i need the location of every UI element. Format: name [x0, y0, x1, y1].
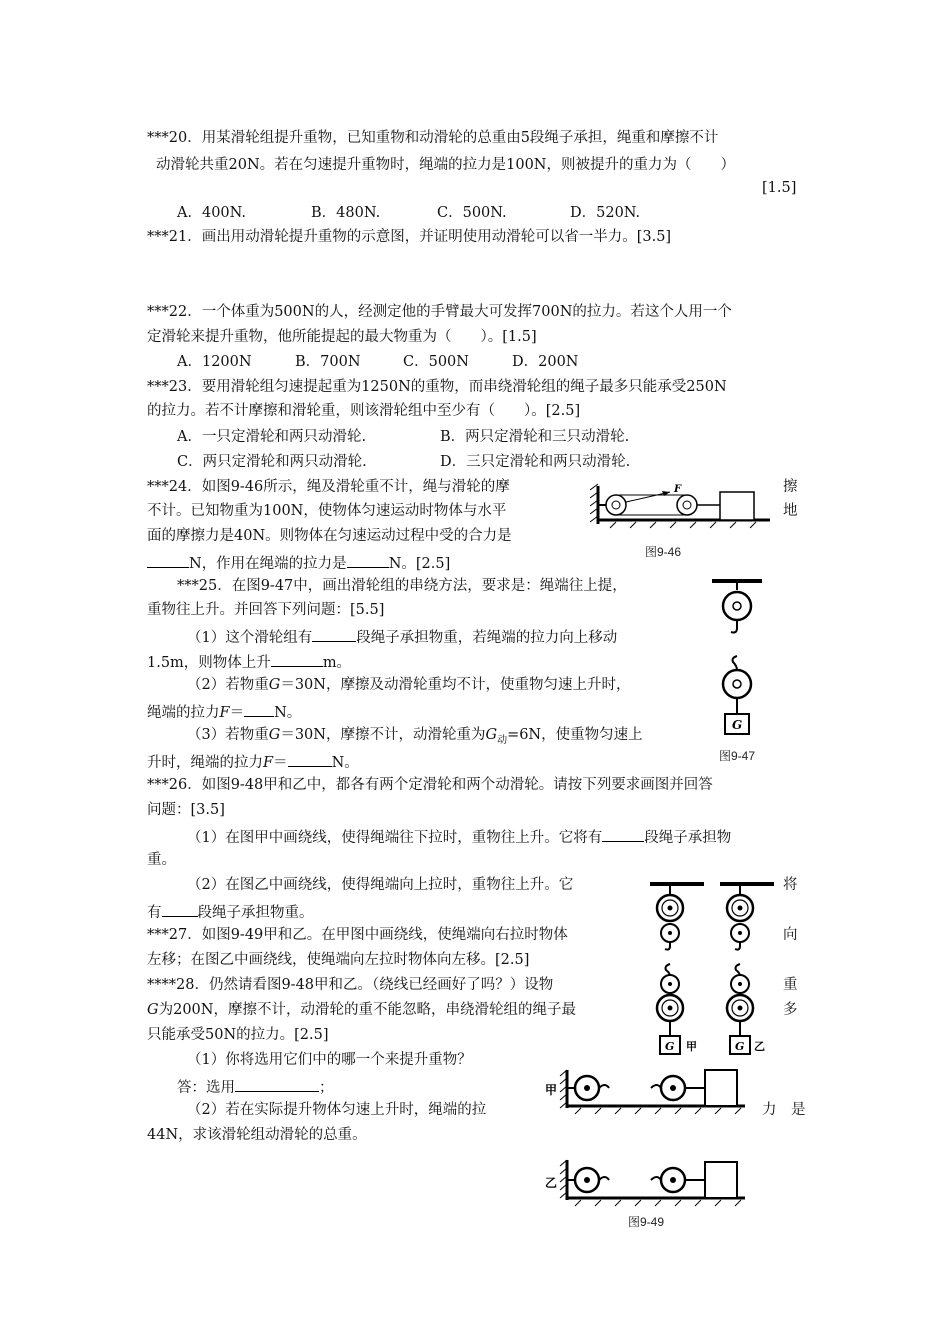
caption-9-46: 图9-46	[645, 545, 682, 559]
q25-p1a: （1）这个滑轮组有	[187, 630, 313, 646]
q28-p3: 44N，求该滑轮组动滑轮的总重。	[147, 1127, 367, 1143]
q26-blank-segments-yi[interactable]	[162, 900, 198, 917]
q26-fig-g-yi: G	[735, 1040, 745, 1053]
q25-p2-g: G	[268, 677, 281, 693]
q25-p2a: （2）若物重	[187, 677, 269, 693]
q26-p2b: 有	[147, 905, 162, 921]
q25-p3d: 升时，绳端的拉力	[147, 755, 263, 771]
q25-line1: ***25．在图9-47中，画出滑轮组的串绕方法，要求是：绳端往上提，	[177, 578, 627, 594]
q27-line1-end: 向	[783, 927, 798, 943]
q20-line1: ***20．用某滑轮组提升重物，已知重物和动滑轮的总重由5段绳子承担，绳重和摩擦不计	[147, 130, 719, 146]
q25-blank-force-2[interactable]	[288, 750, 332, 767]
q27-line1: ***27．如图9-49甲和乙。在甲图中画绕线，使绳端向右拉时物体	[147, 927, 568, 943]
figure-9-46	[590, 480, 775, 530]
q28-p2-end2: 是	[791, 1102, 806, 1118]
q28-line2-g: G	[147, 1002, 159, 1018]
q20-line2: 动滑轮共重20N。若在匀速提升重物时，绳端的拉力是100N，则被提升的重力为（ ）	[156, 157, 735, 173]
q24-line4	[147, 551, 450, 574]
q25-blank-segments[interactable]	[312, 625, 356, 642]
q23-option-c: C．两只定滑轮和两只动滑轮.	[177, 454, 367, 470]
q20-option-c: C．500N.	[437, 205, 507, 221]
q28-ans-end: ；	[319, 1080, 334, 1096]
q22-option-c: C．500N	[403, 354, 469, 370]
q23-option-d: D．三只定滑轮和两只动滑轮.	[440, 454, 631, 470]
q23-option-a: A．一只定滑轮和两只动滑轮.	[177, 429, 367, 445]
figure-9-47	[710, 578, 765, 740]
q24-line4b: N。[2.5]	[388, 556, 451, 572]
q22-line1: ***22．一个体重为500N的人，经测定他的手臂最大可发挥700N的拉力。若这个人用一个	[147, 304, 732, 320]
q26-p2-line1: （2）在图乙中画绕线，使得绳端向上拉时，重物往上升。它	[187, 877, 574, 893]
q23-line1: ***23．要用滑轮组匀速提起重为1250N的重物，而串绕滑轮组的绳子最多只能承受250N	[147, 379, 727, 395]
caption-9-47: 图9-47	[719, 749, 756, 763]
q27-fig-label-yi: 乙	[545, 1176, 558, 1190]
q28-line2: 为200N，摩擦不计，动滑轮的重不能忽略，串绕滑轮组的绳子最	[158, 1002, 576, 1018]
q24-blank-pull-force[interactable]	[347, 551, 389, 568]
q27-fig-label-jia: 甲	[545, 1083, 558, 1097]
q28-line1-end: 重	[783, 977, 798, 993]
q20-score: [1.5]	[762, 180, 797, 196]
q26-line2: 问题：[3.5]	[147, 802, 225, 818]
q20-option-b: B．480N.	[311, 205, 381, 221]
q25-p2-line2	[147, 700, 301, 723]
q25-p3c: =6N，使重物匀速上	[507, 727, 643, 743]
q26-blank-segments-jia[interactable]	[602, 825, 644, 842]
caption-9-49: 图9-49	[628, 1215, 665, 1229]
q24-line3: 面的摩擦力是40N。则物体在匀速运动过程中受的合力是	[147, 528, 512, 544]
q20-option-d: D．520N.	[570, 205, 641, 221]
q27-line2: 左移；在图乙中画绕线，使绳端向左拉时物体向左移。[2.5]	[147, 952, 530, 968]
q25-p1b: 段绳子承担物重，若绳端的拉力向上移动	[356, 630, 618, 646]
q24-fig-label-f: F	[674, 484, 682, 495]
q25-p1c: 1.5m，则物体上升	[147, 655, 271, 671]
q28-line1: ****28．仍然请看图9-48甲和乙。（绕线已经画好了吗？）设物	[147, 977, 554, 993]
q25-p3-line2	[147, 750, 359, 773]
q28-ans: 答：选用	[177, 1080, 235, 1096]
q21-line1: ***21．画出用动滑轮提升重物的示意图，并证明使用动滑轮可以省一半力。[3.5]	[147, 229, 672, 245]
q23-option-b: B．两只定滑轮和三只动滑轮.	[440, 429, 630, 445]
q25-p3-f: F	[263, 755, 274, 771]
q25-p2-f: F	[219, 705, 230, 721]
q26-p1a: （1）在图甲中画绕线，使得绳端往下拉时，重物往上升。它将有	[187, 830, 603, 846]
q25-p1-line1	[187, 625, 617, 648]
q25-p3-g: G	[268, 727, 281, 743]
figure-9-49	[545, 1062, 750, 1207]
q26-fig-label-jia: 甲	[686, 1040, 697, 1053]
q25-p3-sub: 动	[497, 734, 508, 746]
q25-p3-g2: G	[485, 727, 498, 743]
q25-p2-line1	[187, 675, 630, 695]
q24-line2-end: 地	[783, 503, 798, 519]
q25-p3f: N。	[331, 755, 359, 771]
q26-p2c: 段绳子承担物重。	[197, 905, 314, 921]
q24-line1: ***24．如图9-46所示，绳及滑轮重不计，绳与滑轮的摩	[147, 479, 510, 495]
q28-p2-end1: 力	[762, 1102, 777, 1118]
q25-blank-force-1[interactable]	[244, 700, 274, 717]
q25-p2b: ＝30N，摩擦及动滑轮重均不计，使重物匀速上升时，	[280, 677, 631, 693]
q28-line2-end: 多	[783, 1002, 798, 1018]
q28-answer-line	[177, 1075, 334, 1098]
figure-9-48	[648, 880, 776, 1058]
q25-p2d: ＝	[229, 705, 245, 721]
q26-p1-line1	[187, 825, 731, 848]
q25-fig-label-g: G	[732, 718, 743, 732]
q25-blank-rise[interactable]	[271, 650, 323, 667]
q28-line2-wrap	[147, 1000, 576, 1020]
q24-line4a: N，作用在绳端的拉力是	[189, 556, 347, 572]
q25-p3-line1	[187, 725, 643, 751]
q28-p2: （2）若在实际提升物体匀速上升时，绳端的拉	[187, 1102, 487, 1118]
q26-line1: ***26．如图9-48甲和乙中，都各有两个定滑轮和两个动滑轮。请按下列要求画图并回答	[147, 777, 713, 793]
q26-p2-line2	[147, 900, 314, 923]
q25-line2: 重物往上升。并回答下列问题：[5.5]	[147, 602, 385, 618]
q28-blank-choice[interactable]	[235, 1075, 319, 1092]
q25-p2c: 绳端的拉力	[147, 705, 220, 721]
q22-option-a: A．1200N	[177, 354, 252, 370]
q24-line1-end: 擦	[783, 479, 798, 495]
q25-p1-line2	[147, 650, 351, 673]
q24-blank-net-force[interactable]	[147, 551, 189, 568]
q26-p1c: 重。	[147, 852, 176, 868]
q24-line2: 不计。已知物重为100N，使物体匀速运动时物体与水平	[147, 503, 507, 519]
q22-line2: 定滑轮来提升重物，他所能提起的最大物重为（ ）。[1.5]	[147, 329, 537, 345]
q26-fig-g-jia: G	[665, 1040, 675, 1053]
q25-p3b: ＝30N，摩擦不计，动滑轮重为	[280, 727, 486, 743]
q20-option-a: A．400N.	[177, 205, 247, 221]
q25-p1d: m。	[322, 655, 352, 671]
q25-p2e: N。	[274, 705, 302, 721]
q22-option-b: B．700N	[295, 354, 361, 370]
q28-p1: （1）你将选用它们中的哪一个来提升重物？	[187, 1052, 472, 1068]
q26-fig-label-yi: 乙	[754, 1040, 765, 1053]
q26-p1b: 段绳子承担物	[644, 830, 732, 846]
q25-p3a: （3）若物重	[187, 727, 269, 743]
q25-p3e: ＝	[273, 755, 288, 771]
q22-option-d: D．200N	[512, 354, 579, 370]
q26-p2-end: 将	[783, 877, 798, 893]
q28-line3: 只能承受50N的拉力。[2.5]	[147, 1027, 329, 1043]
q23-line2: 的拉力。若不计摩擦和滑轮重，则该滑轮组中至少有（ ）。[2.5]	[147, 403, 581, 419]
